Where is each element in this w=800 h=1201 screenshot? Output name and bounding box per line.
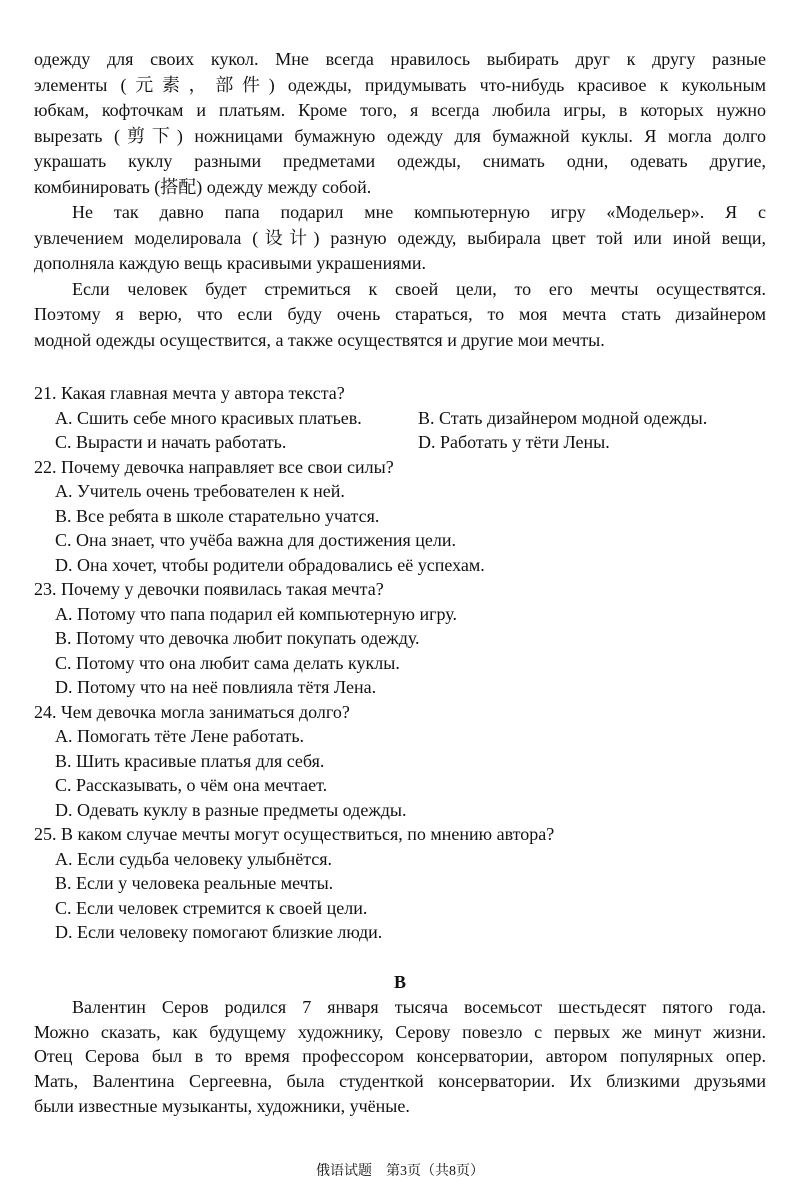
answer-option: A. Помогать тёте Лене работать. — [55, 726, 305, 746]
text-line: Можно сказать, как будущему художнику, Серову повезло с первых же минут жизни. — [34, 1021, 766, 1042]
text-line: Отец Серова был в то время профессором консерватории, автором популярных опер. — [34, 1046, 766, 1067]
answer-option: A. Потому что папа подарил ей компьютерную игру. — [55, 603, 457, 624]
paragraph — [34, 200, 766, 277]
text-line: дополняла каждую вещь красивыми украшениями. — [34, 253, 427, 273]
question-list — [34, 381, 766, 945]
answer-option: C. Рассказывать, о чём она мечтает. — [55, 775, 328, 795]
answer-option: D. Она хочет, чтобы родители обрадовались её успехам. — [55, 554, 485, 575]
paragraph — [34, 277, 766, 354]
option-row — [34, 430, 766, 455]
text-line: элементы (元素，部件) одежды, придумывать что-нибудь красивое к кукольным — [34, 74, 766, 95]
question-21 — [34, 381, 766, 455]
text-line: были известные музыканты, художники, учёные. — [34, 1095, 410, 1116]
text-line: украшать куклу разными предметами одежды, снимать одни, одевать другие, — [34, 151, 766, 171]
question-22 — [34, 455, 766, 578]
answer-option: D. Работать у тёти Лены. — [418, 432, 610, 452]
answer-option: C. Вырасти и начать работать. — [55, 432, 287, 452]
paragraph — [34, 47, 766, 200]
question-stem: 23. Почему у девочки появилась такая мечта? — [34, 579, 384, 599]
text-line: увлечением моделировала (设计) разную одежду, выбирала цвет той или иной вещи, — [34, 227, 766, 248]
text-line: одежду для своих кукол. Мне всегда нравилось выбирать друг к другу разные — [34, 49, 766, 69]
section-heading: B — [393, 972, 406, 992]
text-line: Поэтому я верю, что если буду очень стараться, то моя мечта стать дизайнером — [34, 304, 766, 324]
answer-option: C. Если человек стремится к своей цели. — [55, 897, 368, 918]
answer-option: A. Если судьба человеку улыбнётся. — [55, 848, 333, 869]
answer-option: B. Стать дизайнером модной одежды. — [418, 407, 708, 428]
question-stem: 25. В каком случае мечты могут осуществиться, по мнению автора? — [34, 824, 555, 844]
text-line: юбкам, кофточкам и платьям. Кроме того, я всегда любила игры, в которых нужно — [34, 100, 766, 120]
question-23 — [34, 577, 766, 700]
answer-option: B. Шить красивые платья для себя. — [55, 750, 325, 771]
answer-option: A. Сшить себе много красивых платьев. — [55, 407, 362, 428]
text-line: Если человек будет стремиться к своей цели, то его мечты осуществятся. — [72, 278, 766, 299]
section-b — [34, 970, 766, 1119]
question-stem: 22. Почему девочка направляет все свои силы? — [34, 456, 394, 477]
text-line: Валентин Серов родился 7 января тысяча восемьсот шестьдесят пятого года. — [72, 996, 766, 1017]
question-stem: 24. Чем девочка могла заниматься долго? — [34, 701, 350, 722]
answer-option: B. Все ребята в школе старательно учатся. — [55, 505, 380, 526]
text-line: комбинировать (搭配) одежду между собой. — [34, 176, 372, 197]
question-25 — [34, 822, 766, 945]
answer-option: B. Если у человека реальные мечты. — [55, 873, 334, 893]
answer-option: A. Учитель очень требователен к ней. — [55, 481, 345, 501]
question-stem: 21. Какая главная мечта у автора текста? — [34, 383, 345, 403]
text-line: Мать, Валентина Сергеевна, была студенткой консерватории. Их близкими друзьями — [34, 1071, 766, 1092]
answer-option: D. Если человеку помогают близкие люди. — [55, 922, 383, 942]
answer-option: B. Потому что девочка любит покупать одежду. — [55, 628, 420, 648]
question-24 — [34, 700, 766, 823]
reading-passage — [34, 47, 766, 353]
answer-option: C. Потому что она любит сама делать куклы. — [55, 652, 400, 673]
text-line: вырезать (剪下) ножницами бумажную одежду для бумажной куклы. Я могла долго — [34, 125, 766, 146]
page-footer: 俄语试题 第3页（共8页） — [316, 1164, 484, 1179]
answer-option: C. Она знает, что учёба важна для достижения цели. — [55, 530, 457, 550]
text-line: модной одежды осуществится, а также осуществятся и другие мои мечты. — [34, 329, 605, 350]
text-line: Не так давно папа подарил мне компьютерную игру «Модельер». Я с — [72, 202, 766, 222]
answer-option: D. Потому что на неё повлияла тётя Лена. — [55, 677, 377, 697]
answer-option: D. Одевать куклу в разные предметы одежды. — [55, 799, 407, 820]
option-row — [34, 406, 766, 431]
